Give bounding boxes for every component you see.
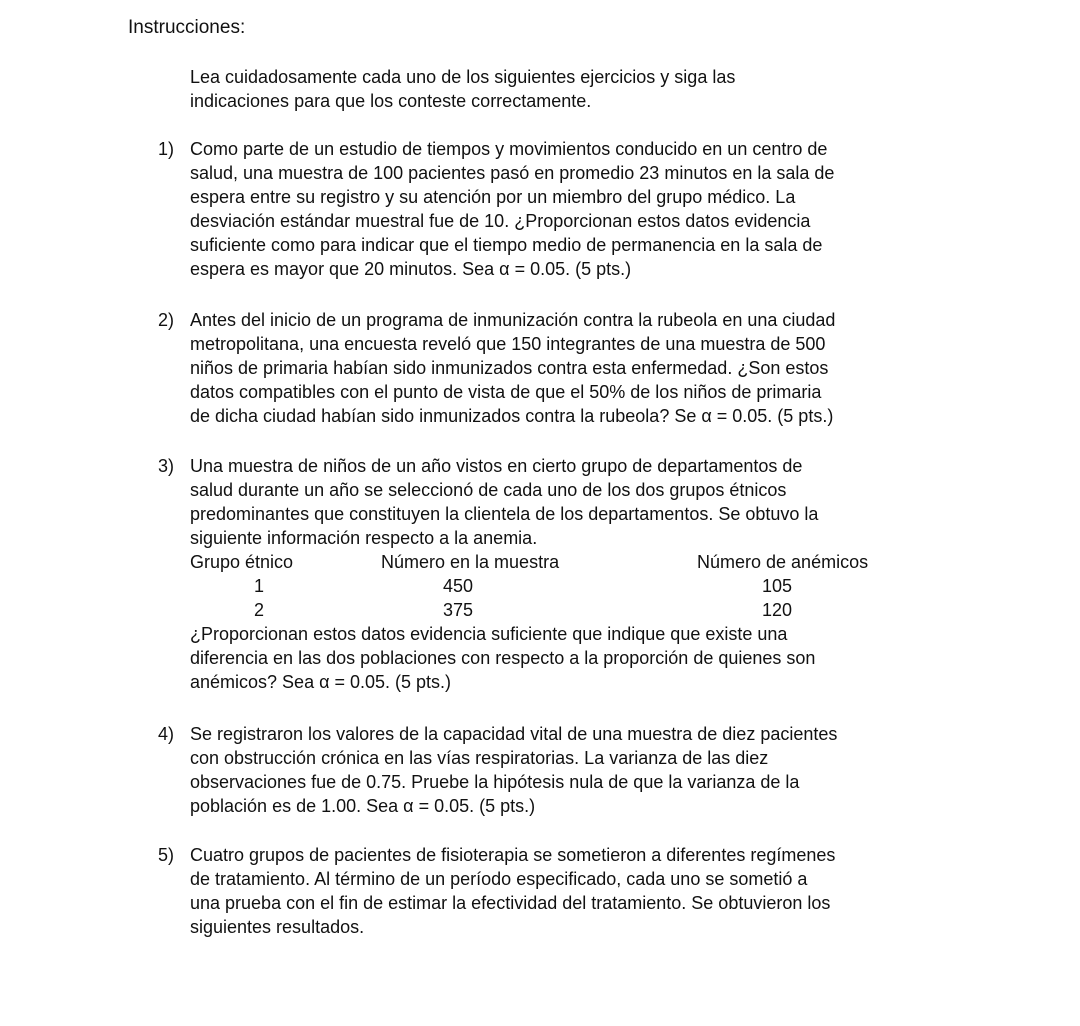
exercise-line: desviación estándar muestral fue de 10. ¿Proporcionan estos datos evidencia [190,211,811,231]
exercise-line: ¿Proporcionan estos datos evidencia suficiente que indique que existe una [190,624,788,644]
intro-paragraph [190,65,950,113]
exercise-line: de tratamiento. Al término de un período especificado, cada uno se sometió a [190,869,808,889]
table-header: Grupo étnico [190,552,294,572]
exercise-number: 3) [158,456,175,476]
table-cell: 1 [254,576,265,596]
exercise-line: Como parte de un estudio de tiempos y movimientos conducido en un centro de [190,139,828,159]
table-cell: 120 [762,600,793,620]
table-cell: 2 [254,600,265,620]
exercise-text [190,137,968,281]
exercise-text [190,722,968,818]
exercise-text [190,843,968,939]
exercise-line: Cuatro grupos de pacientes de fisioterapia se sometieron a diferentes regímenes [190,845,836,865]
table-header: Número en la muestra [381,552,560,572]
exercise-line: una prueba con el fin de estimar la efectividad del tratamiento. Se obtuvieron los [190,893,831,913]
exercise-line: con obstrucción crónica en las vías respiratorias. La varianza de las diez [190,748,769,768]
exercise-line: espera entre su registro y su atención por un miembro del grupo médico. La [190,187,796,207]
exercise-line: de dicha ciudad habían sido inmunizados contra la rubeola? Se α = 0.05. (5 pts.) [190,406,834,426]
exercise-line: población es de 1.00. Sea α = 0.05. (5 pts.) [190,796,536,816]
exercise-line: observaciones fue de 0.75. Pruebe la hipótesis nula de que la varianza de la [190,772,800,792]
exercise-line: salud durante un año se seleccionó de cada uno de los dos grupos étnicos [190,480,787,500]
intro-line: indicaciones para que los conteste correctamente. [190,91,592,111]
exercise-4 [158,722,968,818]
exercise-5 [158,843,968,939]
table-cell: 105 [762,576,793,596]
exercise-line: anémicos? Sea α = 0.05. (5 pts.) [190,672,452,692]
exercise-line: siguientes resultados. [190,917,365,937]
exercise-number: 5) [158,845,175,865]
exercise-number: 2) [158,310,175,330]
table-cell: 450 [443,576,474,596]
exercise-line: Una muestra de niños de un año vistos en cierto grupo de departamentos de [190,456,803,476]
exercise-number: 1) [158,139,175,159]
exercise-line: predominantes que constituyen la clientela de los departamentos. Se obtuvo la [190,504,819,524]
exercise-line: datos compatibles con el punto de vista de que el 50% de los niños de primaria [190,382,822,402]
exercise-text [190,308,968,428]
exercise-1 [158,137,968,281]
exercise-line: Se registraron los valores de la capacidad vital de una muestra de diez pacientes [190,724,838,744]
exercise-line: salud, una muestra de 100 pacientes pasó en promedio 23 minutos en la sala de [190,163,835,183]
exercise-line: diferencia en las dos poblaciones con respecto a la proporción de quienes son [190,648,816,668]
exercise-2 [158,308,968,428]
exercise-line: siguiente información respecto a la anemia. [190,528,538,548]
exercise-line: metropolitana, una encuesta reveló que 150 integrantes de una muestra de 500 [190,334,826,354]
instructions-heading: Instrucciones: [128,17,246,38]
exercise-line: espera es mayor que 20 minutos. Sea α = 0.05. (5 pts.) [190,259,632,279]
table-cell: 375 [443,600,474,620]
anemia-table [190,550,968,622]
exercise-text [190,454,968,694]
exercise-line: Antes del inicio de un programa de inmunización contra la rubeola en una ciudad [190,310,836,330]
intro-line: Lea cuidadosamente cada uno de los siguientes ejercicios y siga las [190,67,736,87]
exercise-line: niños de primaria habían sido inmunizados contra esta enfermedad. ¿Son estos [190,358,829,378]
exercise-line: suficiente como para indicar que el tiempo medio de permanencia en la sala de [190,235,823,255]
exercise-3 [158,454,968,694]
table-header: Número de anémicos [697,552,869,572]
exercise-number: 4) [158,724,175,744]
